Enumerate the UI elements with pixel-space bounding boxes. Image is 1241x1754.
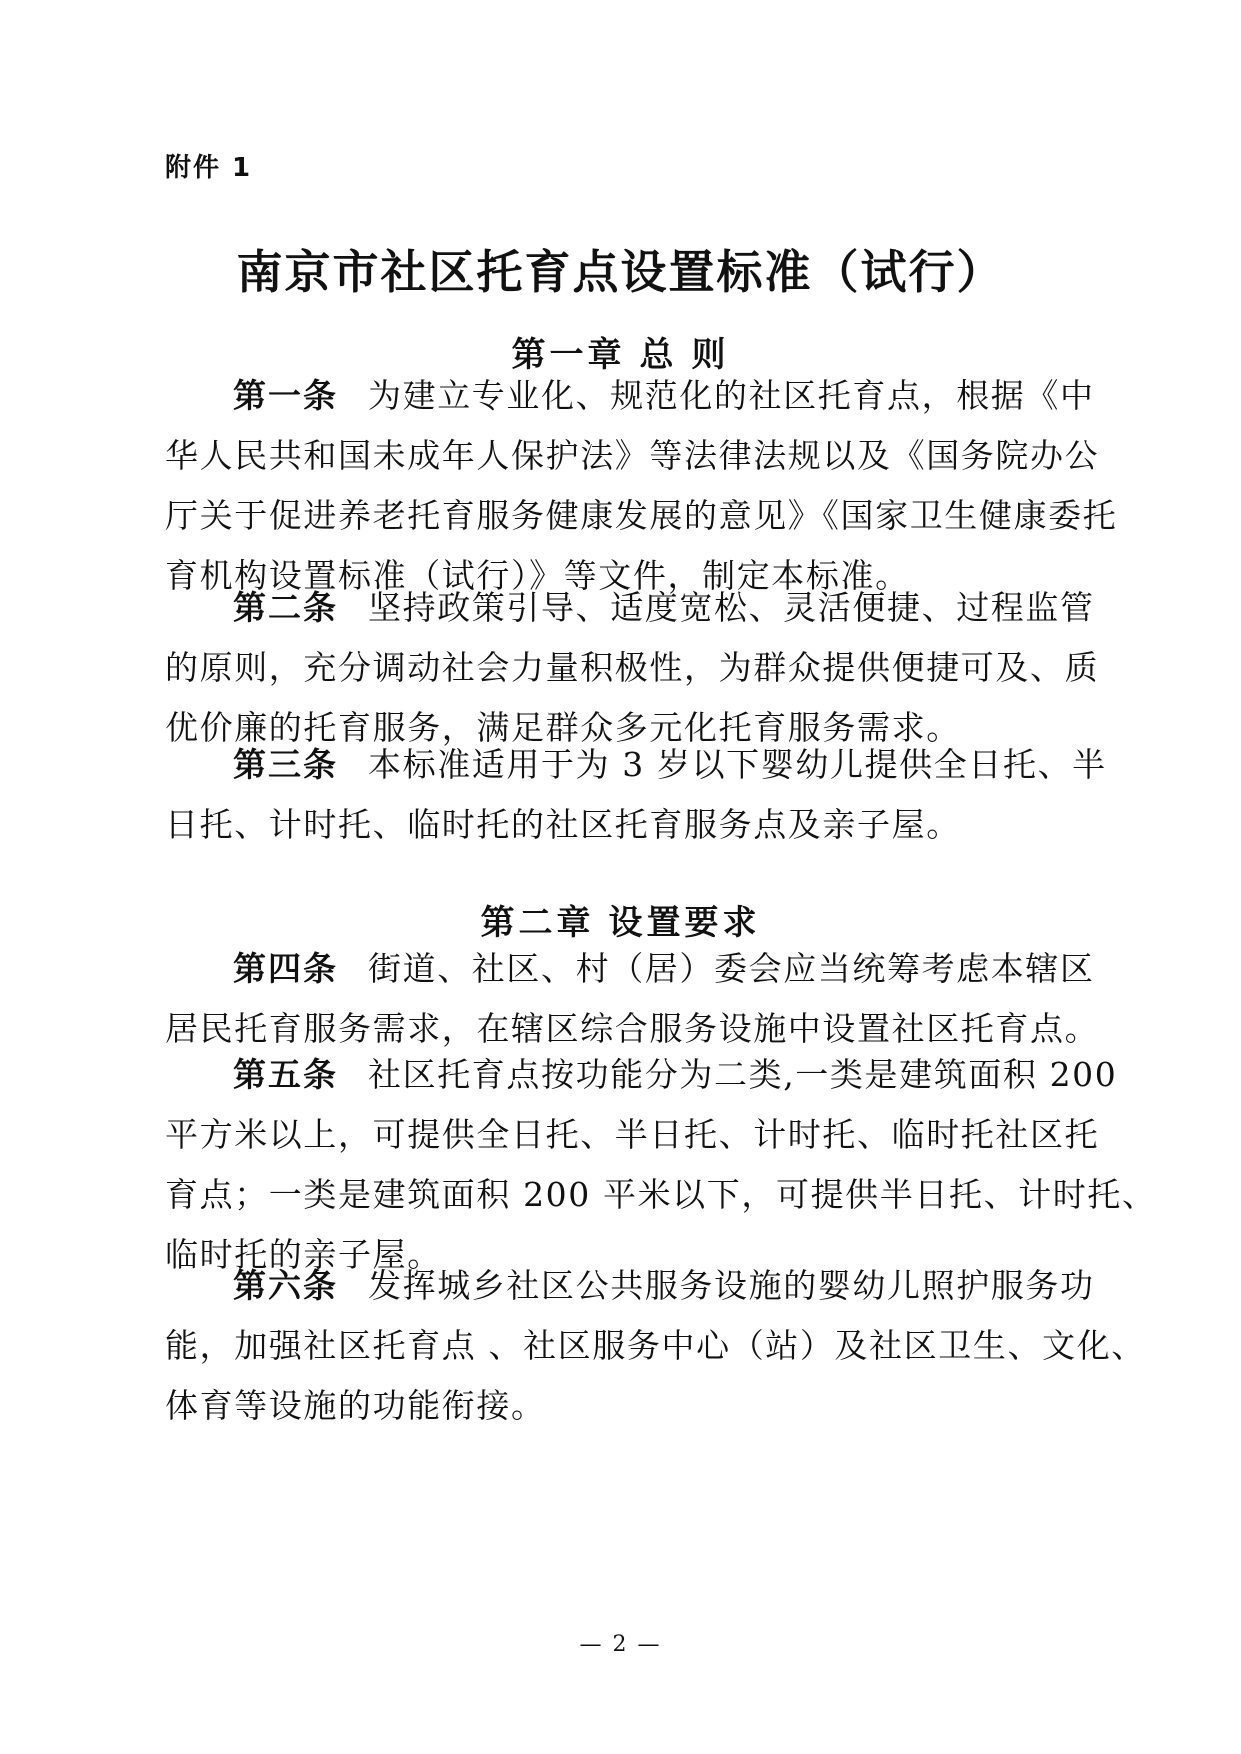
article-3-line-1: 本标准适用于为 3 岁以下婴幼儿提供全日托、半: [368, 745, 1107, 784]
article-6-line-1: 发挥城乡社区公共服务设施的婴幼儿照护服务功: [368, 1266, 1095, 1305]
chapter-2-title: 设置要求: [608, 903, 761, 943]
article-6-line-3: 体育等设施的功能衔接。: [165, 1386, 546, 1425]
article-3: [165, 735, 1107, 855]
article-2-line-1: 坚持政策引导、适度宽松、灵活便捷、过程监管: [368, 588, 1095, 627]
article-5: [165, 1045, 1157, 1285]
chapter-1-title-part1: 总: [639, 335, 678, 375]
article-1-label: 第一条: [233, 376, 338, 415]
article-5-line-3: 育点；一类是建筑面积 200 平米以下，可提供半日托、计时托、: [165, 1175, 1157, 1214]
article-6-label: 第六条: [233, 1266, 338, 1305]
article-1-line-1: 为建立专业化、规范化的社区托育点，根据《中: [368, 376, 1095, 415]
article-3-label: 第三条: [233, 745, 338, 784]
article-4: [165, 939, 1100, 1059]
article-1-line-4: 育机构设置标准（试行）》等文件，制定本标准。: [165, 556, 910, 595]
article-6: [165, 1256, 1146, 1436]
article-2-line-3: 优价廉的托育服务，满足群众多元化托育服务需求。: [165, 708, 961, 747]
article-4-line-1: 街道、社区、村（居）委会应当统筹考虑本辖区: [368, 949, 1095, 988]
chapter-2-heading: [0, 895, 1241, 944]
article-2-label: 第二条: [233, 588, 338, 627]
document-title: 南京市社区托育点设置标准（试行）: [236, 245, 1005, 299]
article-1: [165, 366, 1118, 606]
article-2: [165, 578, 1100, 758]
article-4-label: 第四条: [233, 949, 338, 988]
article-3-line-2: 日托、计时托、临时托的社区托育服务点及亲子屋。: [165, 805, 961, 844]
chapter-1-number: 第一章: [511, 335, 626, 375]
article-5-line-4: 临时托的亲子屋。: [165, 1235, 442, 1274]
article-5-label: 第五条: [233, 1055, 338, 1094]
article-6-line-2: 能，加强社区托育点 、社区服务中心（站）及社区卫生、文化、: [165, 1326, 1146, 1365]
chapter-1-title-part2: 则: [691, 335, 730, 375]
attachment-label: 附件 1: [165, 153, 253, 183]
article-1-line-3: 厅关于促进养老托育服务健康发展的意见》《国家卫生健康委托: [165, 496, 1118, 535]
page-number: — 2 —: [579, 1632, 662, 1657]
article-5-line-2: 平方米以上，可提供全日托、半日托、计时托、临时托社区托: [165, 1115, 1100, 1154]
chapter-2-number: 第二章: [480, 903, 595, 943]
article-5-line-1: 社区托育点按功能分为二类,一类是建筑面积 200: [368, 1055, 1118, 1094]
article-1-line-2: 华人民共和国未成年人保护法》等法律法规以及《国务院办公: [165, 436, 1100, 475]
article-2-line-2: 的原则，充分调动社会力量积极性，为群众提供便捷可及、质: [165, 648, 1100, 687]
article-4-line-2: 居民托育服务需求，在辖区综合服务设施中设置社区托育点。: [165, 1009, 1100, 1048]
